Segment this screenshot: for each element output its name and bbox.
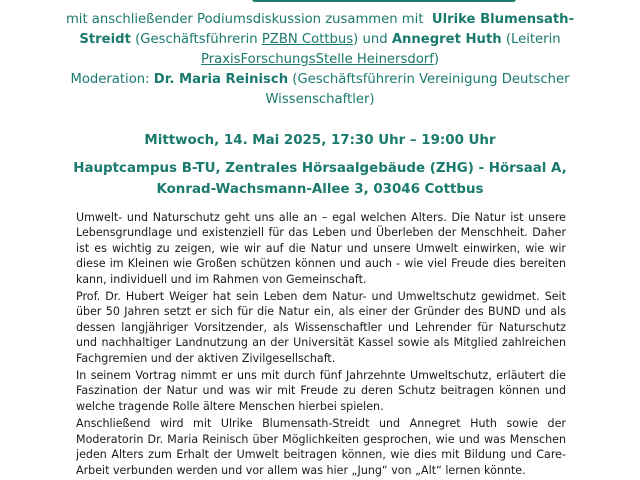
description-body	[76, 210, 566, 480]
moderator-name: Dr. Maria Reinisch	[153, 72, 289, 87]
paragraph-talk: In seinem Vortrag nimmt er uns mit durch fünf Jahrzehnte Umweltschutz, erläutert die Faszination der Natur und was wir mit Freude zu deren Schutz beitragen können und welche tragende Rolle ältere Menschen hierbei spielen.	[76, 369, 566, 413]
moderator-role: (Geschäftsführerin Vereinigung Deutscher Wissenschaftler)	[265, 72, 570, 107]
speakers-line	[60, 10, 580, 70]
and-text: und	[362, 32, 388, 47]
intro-text: mit anschließender Podiumsdiskussion zusammen mit	[65, 12, 424, 27]
event-header	[60, 10, 580, 110]
speaker2-role-post: )	[433, 52, 439, 67]
event-datetime: Mittwoch, 14. Mai 2025, 17:30 Uhr – 19:00 Uhr	[144, 133, 496, 148]
speaker1-role-pre: (Geschäftsführerin	[135, 32, 258, 47]
speaker2-name: Annegret Huth	[391, 32, 502, 47]
speaker1-name: Ulrike Blumensath-Streidt	[79, 12, 575, 47]
praxisforschung-link[interactable]: PraxisForschungsStelle Heinersdorf	[200, 52, 434, 67]
speaker2-role-pre: (Leiterin	[505, 32, 561, 47]
event-location-line1: Hauptcampus B-TU, Zentrales Hörsaalgebäude (ZHG) - Hörsaal A,	[73, 161, 567, 176]
moderation-line	[60, 70, 580, 110]
moderation-label: Moderation:	[70, 72, 150, 87]
pzbn-link[interactable]: PZBN Cottbus	[261, 32, 354, 47]
event-info	[60, 130, 580, 200]
event-location-line2: Konrad-Wachsmann-Allee 3, 03046 Cottbus	[156, 182, 484, 197]
paragraph-intro: Umwelt- und Naturschutz geht uns alle an – egal welchen Alters. Die Natur ist unsere Lebensgrundlage und existenziell für das Leben und Überleben der Menschheit. Daher ist es wichtig zu zeigen, wie wir auf die Natur und unsere Umwelt einwirken, wie wir diese im Kleinen wie Großen schützen können und auch - wie viel Freude dies bereiten kann, individuell und im Rahmen von Gemeinschaft.	[76, 211, 566, 286]
top-title-fragment	[252, 0, 516, 2]
paragraph-speaker-bio: Prof. Dr. Hubert Weiger hat sein Leben dem Natur- und Umweltschutz gewidmet. Seit über 50 Jahren setzt er sich für die Natur ein, als einer der Gründer des BUND und als dessen langjähriger Vorsitzender, als Wissenschaftler und Lehrender für Naturschutz und nachhaltiger Landnutzung an der Universität Kassel sowie als Mitglied zahlreichen Fachgremien und der aktiven Zivilgesellschaft.	[76, 290, 566, 365]
paragraph-discussion: Anschließend wird mit Ulrike Blumensath-Streidt und Annegret Huth sowie der Moderatorin Dr. Maria Reinisch über Möglichkeiten gesprochen, wie und was Menschen jeden Alters zum Erhalt der Umwelt beitragen können, wie dies mit Bildung und Care-Arbeit verbunden werden und vor allem was hier „Jung“ von „Alt“ lernen könnte.	[76, 417, 566, 477]
speaker1-role-post: )	[353, 32, 359, 47]
